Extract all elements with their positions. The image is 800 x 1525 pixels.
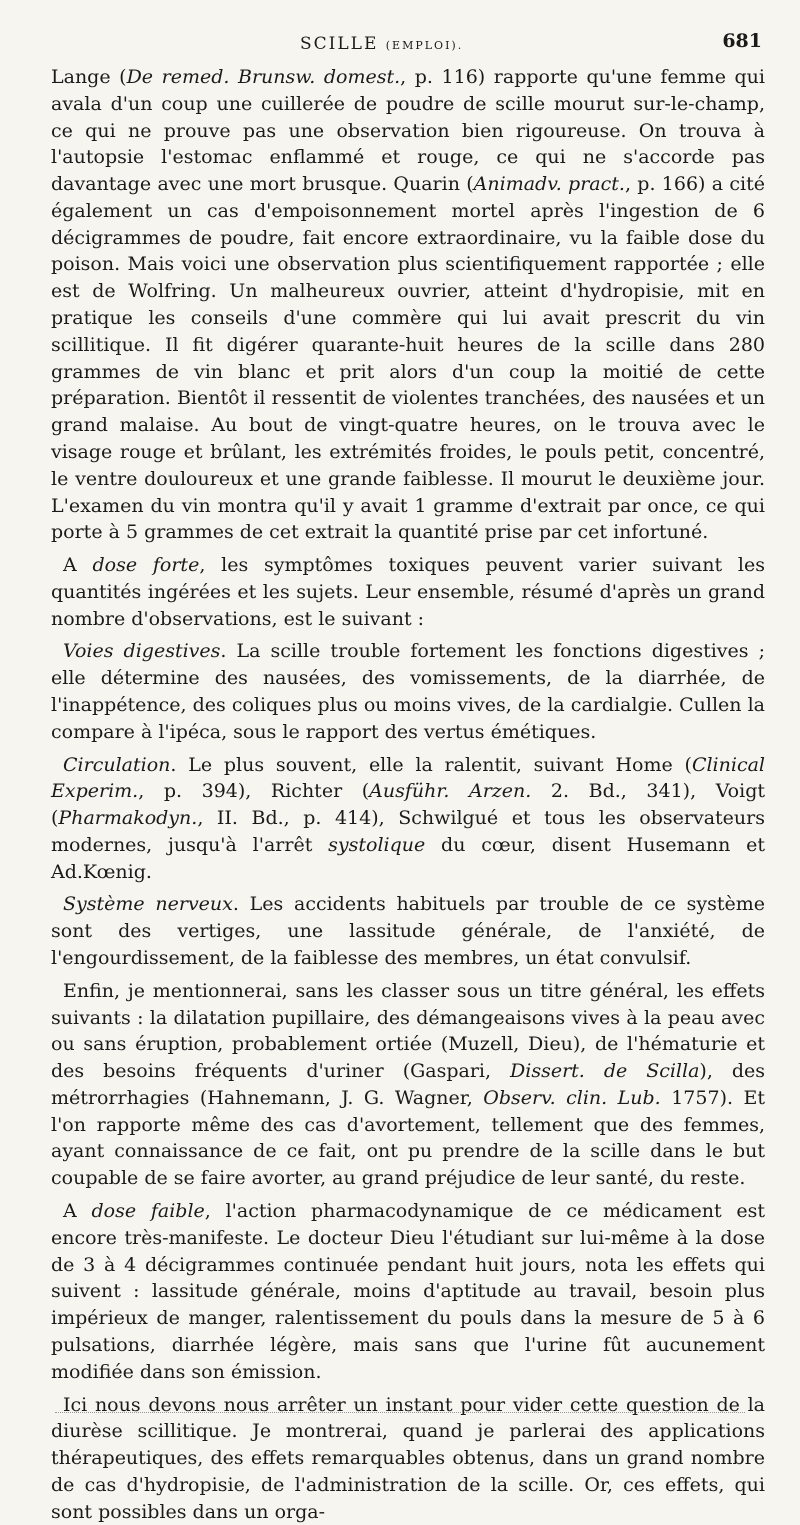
paragraph [51, 978, 765, 1192]
text-run: A [63, 1200, 91, 1222]
italic-text-run: Animadv. pract. [474, 173, 625, 195]
italic-text-run: systolique [328, 834, 425, 856]
paragraph [51, 638, 765, 745]
text-run: 1757). Et l'on rapporte même des cas d'avortement, tellement que des femmes, ayant connaissance de ce fait, ont pu prendre de la scille dans le but coupable de se faire avorter, au grand préjudice de leur santé, du reste. [51, 1087, 765, 1189]
text-run: . Le plus souvent, elle la ralentit, suivant Home ( [170, 754, 692, 776]
text-run: . La scille trouble fortement les fonctions digestives ; elle détermine des nausées, des vomissements, de la diarrhée, de l'inappétence, des coliques plus ou moins vives, de la cardialgie. Cullen la compare à l'ipéca, sous le rapport des vertus émétiques. [51, 640, 765, 742]
paragraph [51, 1198, 765, 1385]
paragraph [51, 891, 765, 971]
body-text [51, 64, 765, 1525]
italic-text-run: Dissert. de Scilla [510, 1060, 699, 1082]
text-run: Ici nous devons nous arrêter un instant pour vider cette question de la diurèse scillitique. Je montrerai, quand je parlerai des applications thérapeutiques, des effets remarquables obtenus, dans un grand nombre de cas d'hydropisie, de l'administration de la scille. Or, ces effets, qui sont possibles dans un orga- [51, 1394, 765, 1523]
text-run: , p. 166) a cité également un cas d'empoisonnement mortel après l'ingestion de 6 décigrammes de poudre, fait encore extraordinaire, vu la faible dose du poison. Mais voici une observation plus scientifiquement rapportée ; elle est de Wolfring. Un malheureux ouvrier, atteint d'hydropisie, mit en pratique les conseils d'une commère qui lui avait prescrit du vin scillitique. Il fit digérer quarante-huit heures de la scille dans 280 grammes de vin blanc et prit alors d'un coup la moitié de cette préparation. Bientôt il ressentit de violentes tranchées, des nausées et un grand malaise. Au bout de vingt-quatre heures, on le trouva avec le visage rouge et brûlant, les extrémités froides, le pouls petit, concentré, le ventre douloureux et une grande faiblesse. Il mourut le deuxième jour. L'examen du vin montra qu'il y avait 1 gramme d'extrait par once, ce qui porte à 5 grammes de cet extrait la quantité prise par cet infortuné. [51, 173, 765, 543]
paragraph [51, 752, 765, 886]
italic-text-run: De remed. Brunsw. domest. [127, 66, 401, 88]
text-run: Enfin, je mentionnerai, sans les classer sous un titre général, les effets suivants : la dilatation pupillaire, des démangeaisons vives à la peau avec ou sans éruption, probablement ortiée (Muzell, Dieu), de l'hématurie et des besoins fréquents d'uriner (Gaspari, [51, 980, 765, 1082]
running-head [0, 30, 800, 64]
footer-rule [55, 1412, 745, 1413]
text-run: , p. 116) rapporte qu'une femme qui avala d'un coup une cuillerée de poudre de scille mourut sur-le-champ, ce qui ne prouve pas une observation bien rigoureuse. On trouva à l'autopsie l'estomac enflammé et rouge, ce qui ne s'accorde pas davantage avec une mort brusque. Quarin ( [51, 66, 765, 195]
italic-text-run: Système nerveux [63, 893, 233, 915]
italic-text-run: dose faible [91, 1200, 204, 1222]
text-run: , les symptômes toxiques peuvent varier suivant les quantités ingérées et les sujets. Leur ensemble, résumé d'après un grand nombre d'observations, est le suivant : [51, 554, 765, 630]
running-head-title [300, 34, 463, 54]
text-run: , II. Bd., p. 414), Schwilgué et tous les observateurs modernes, jusqu'à l'arrêt [51, 807, 765, 856]
italic-text-run: Voies digestives [63, 640, 220, 662]
text-run: , p. 394), Richter ( [138, 780, 369, 802]
italic-text-run: dose forte [93, 554, 200, 576]
italic-text-run: Clinical Experim. [51, 754, 765, 803]
paragraph [51, 64, 765, 546]
italic-text-run: Pharmakodyn. [58, 807, 197, 829]
text-run: . Les accidents habituels par trouble de ce système sont des vertiges, une lassitude générale, de l'anxiété, de l'engourdissement, de la faiblesse des membres, un état convulsif. [51, 893, 765, 969]
text-run: Lange ( [51, 66, 127, 88]
running-head-title-text: SCILLE [300, 34, 378, 54]
text-run: ), des métrorrhagies (Hahnemann, J. G. Wagner, [51, 1060, 765, 1109]
text-run: , l'action pharmacodynamique de ce médicament est encore très-manifeste. Le docteur Dieu l'étudiant sur lui-même à la dose de 3 à 4 décigrammes continuée pendant huit jours, nota les effets qui suivent : lassitude générale, moins d'aptitude au travail, besoin plus impérieux de manger, ralentissement du pouls dans la mesure de 5 à 6 pulsations, diarrhée légère, mais sans que l'urine fût aucunement modifiée dans son émission. [51, 1200, 765, 1383]
text-run: du cœur, disent Husemann et Ad.Kœnig. [51, 834, 765, 883]
page-number: 681 [722, 30, 762, 52]
text-run: A [63, 554, 93, 576]
paragraph [51, 552, 765, 632]
text-run: 2. Bd., 341), Voigt ( [51, 780, 765, 829]
italic-text-run: Observ. clin. Lub. [483, 1087, 660, 1109]
running-head-subtitle: (EMPLOI). [386, 39, 463, 52]
italic-text-run: Circulation [63, 754, 170, 776]
italic-text-run: Ausführ. Arzen. [369, 780, 531, 802]
